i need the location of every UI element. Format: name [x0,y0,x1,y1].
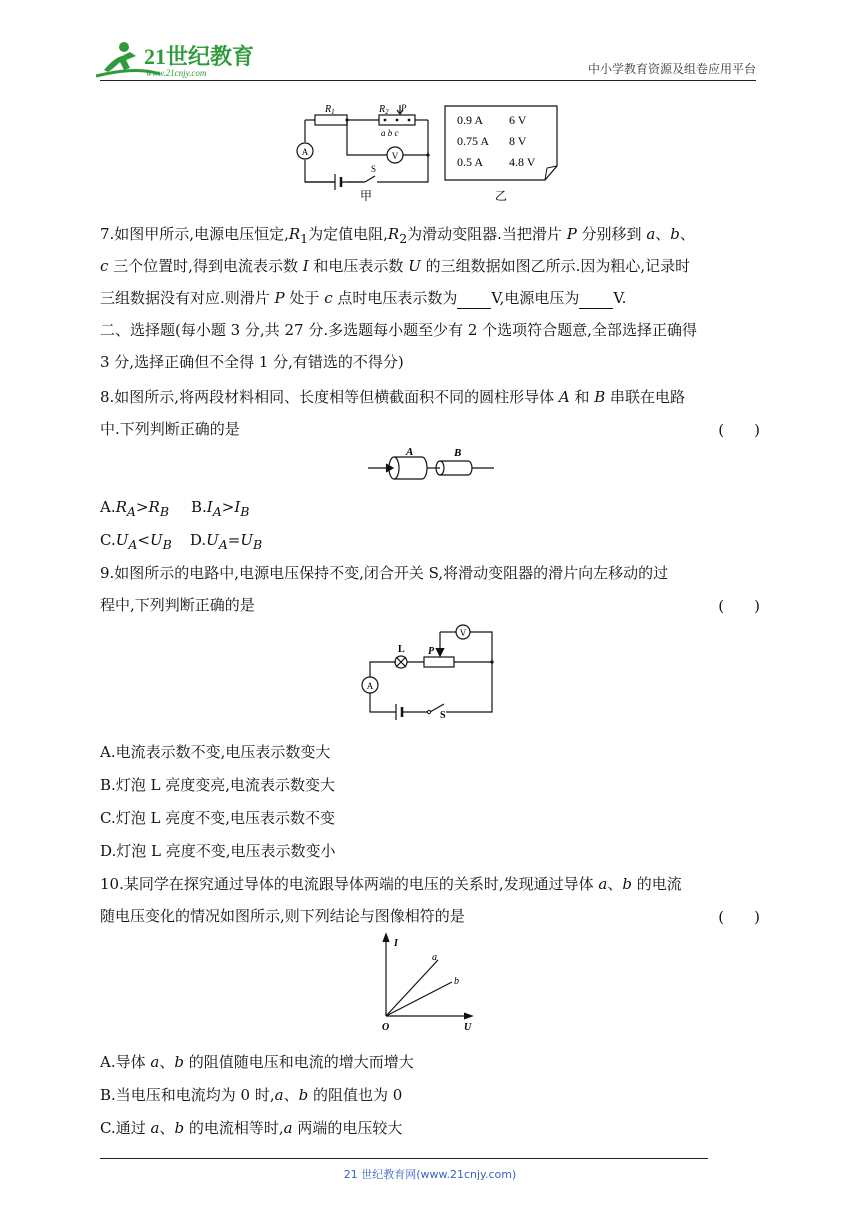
line-b [386,982,452,1016]
q8-option-d[interactable]: $D.U_A=U_B$ [189,531,263,552]
q7-circuit-figure [295,100,570,210]
q9-ammeter-label: A [366,681,374,691]
q8-answer-paren[interactable]: ( ) [718,421,760,439]
q10-line-2: 随电压变化的情况如图所示,则下列结论与图像相符的是 [100,907,465,925]
lamp-label: L [398,644,405,655]
section2-line-1: 二、选择题(每小题 3 分,共 27 分.多选题每小题至少有 2 个选项符合题意,全部选择正确得 [100,321,697,339]
logo-url: www.21cnjy.com [146,68,207,78]
q9-option-d[interactable]: D.灯泡 L 亮度不变,电压表示数变小 [100,842,336,860]
q8-conductor-figure [368,446,498,486]
q8-options-row-2 [100,530,760,555]
header-platform-text: 中小学教育资源及组卷应用平台 [587,62,756,76]
q7-line-3: 三组数据没有对应.则滑片 P 处于 c 点时电压表示数为 V,电源电压为 V. [100,289,627,307]
r1-label: $R_1$ [325,104,335,116]
i-axis-label: I [394,938,398,949]
q8-line-2: 中.下列判断正确的是 [100,420,240,438]
q7-line-2: c 三个位置时,得到电流表示数 I 和电压表示数 U 的三组数据如图乙所示.因为粗心,记录时 [100,257,691,275]
q9-voltmeter-label: V [459,628,467,638]
q10-line-1: 10.某同学在探究通过导体的电流跟导体两端的电压的关系时,发现通过导体 a、b 的电流 [100,875,682,893]
figure-yi-label: 乙 [495,189,508,203]
data-card-cell: 0.75 A [457,134,490,148]
footer-text[interactable]: 21 世纪教育网(www.21cnjy.com) [343,1168,517,1181]
r2-label: $R_2$ [379,104,389,116]
data-card-cell: 4.8 V [509,155,536,169]
switch-label: S [371,164,377,174]
q8-option-b[interactable]: $B.I_A>I_B$ [191,498,250,519]
voltmeter-label: V [391,151,399,161]
data-card-cell: 0.5 A [457,155,484,169]
conductor-b-label: B [454,447,462,459]
conductor-a-label: A [406,446,414,458]
q10-option-c[interactable]: C.通过 a、b 的电流相等时,a 两端的电压较大 [100,1119,403,1137]
q8-line-1: 8.如图所示,将两段材料相同、长度相等但横截面积不同的圆柱形导体 A 和 B 串联在电路 [100,388,686,406]
u-axis-label: U [464,1022,472,1033]
q10-iu-graph [372,930,482,1034]
data-card-cell: 8 V [509,134,527,148]
q9-option-b[interactable]: B.灯泡 L 亮度变亮,电流表示数变大 [100,776,336,794]
q10-option-a[interactable]: A.导体 a、b 的阻值随电压和电流的增大而增大 [100,1053,414,1071]
q9-switch-label: S [440,710,446,721]
figure-jia-label: 甲 [360,189,373,203]
origin-label: O [382,1022,390,1033]
q9-option-a[interactable]: A.电流表示数不变,电压表示数变大 [100,743,331,761]
q9-slider-label: P [428,646,435,657]
q9-answer-paren[interactable]: ( ) [718,597,760,615]
q7-line-1: 7.如图甲所示,电源电压恒定$,R_1$为定值电阻$,R_2$为滑动变阻器.当把滑片 P 分别移到 a、b、 [100,225,695,246]
header-divider [100,80,756,81]
series-b-label: b [454,976,459,987]
slider-p-label: P [401,103,407,113]
site-logo [96,38,266,80]
ammeter-label: A [301,147,309,157]
data-card-cell: 6 V [509,113,527,127]
q9-line-2: 程中,下列判断正确的是 [100,596,255,614]
abc-label: a b c [381,128,399,138]
q9-line-1: 9.如图所示的电路中,电源电压保持不变,闭合开关 S,将滑动变阻器的滑片向左移动的过 [100,564,669,582]
q9-option-c[interactable]: C.灯泡 L 亮度不变,电压表示数不变 [100,809,335,827]
q9-circuit-figure [360,622,500,722]
q8-option-c[interactable]: $C.U_A<U_B$ [100,531,172,552]
answer-blank-1[interactable] [457,288,491,309]
footer-divider [100,1158,708,1159]
q8-options-row-1 [100,497,760,522]
answer-blank-2[interactable] [579,288,613,309]
series-a-label: a [432,952,437,963]
q10-answer-paren[interactable]: ( ) [718,908,760,926]
line-a [386,960,438,1016]
section2-line-2: 3 分,选择正确但不全得 1 分,有错选的不得分) [100,353,404,371]
data-card-cell: 0.9 A [457,113,484,127]
logo-text: 21世纪教育 [144,44,255,69]
q8-option-a[interactable]: $A.R_A>R_B$ [100,498,169,519]
q10-option-b[interactable]: B.当电压和电流均为 0 时,a、b 的阻值也为 0 [100,1086,403,1104]
